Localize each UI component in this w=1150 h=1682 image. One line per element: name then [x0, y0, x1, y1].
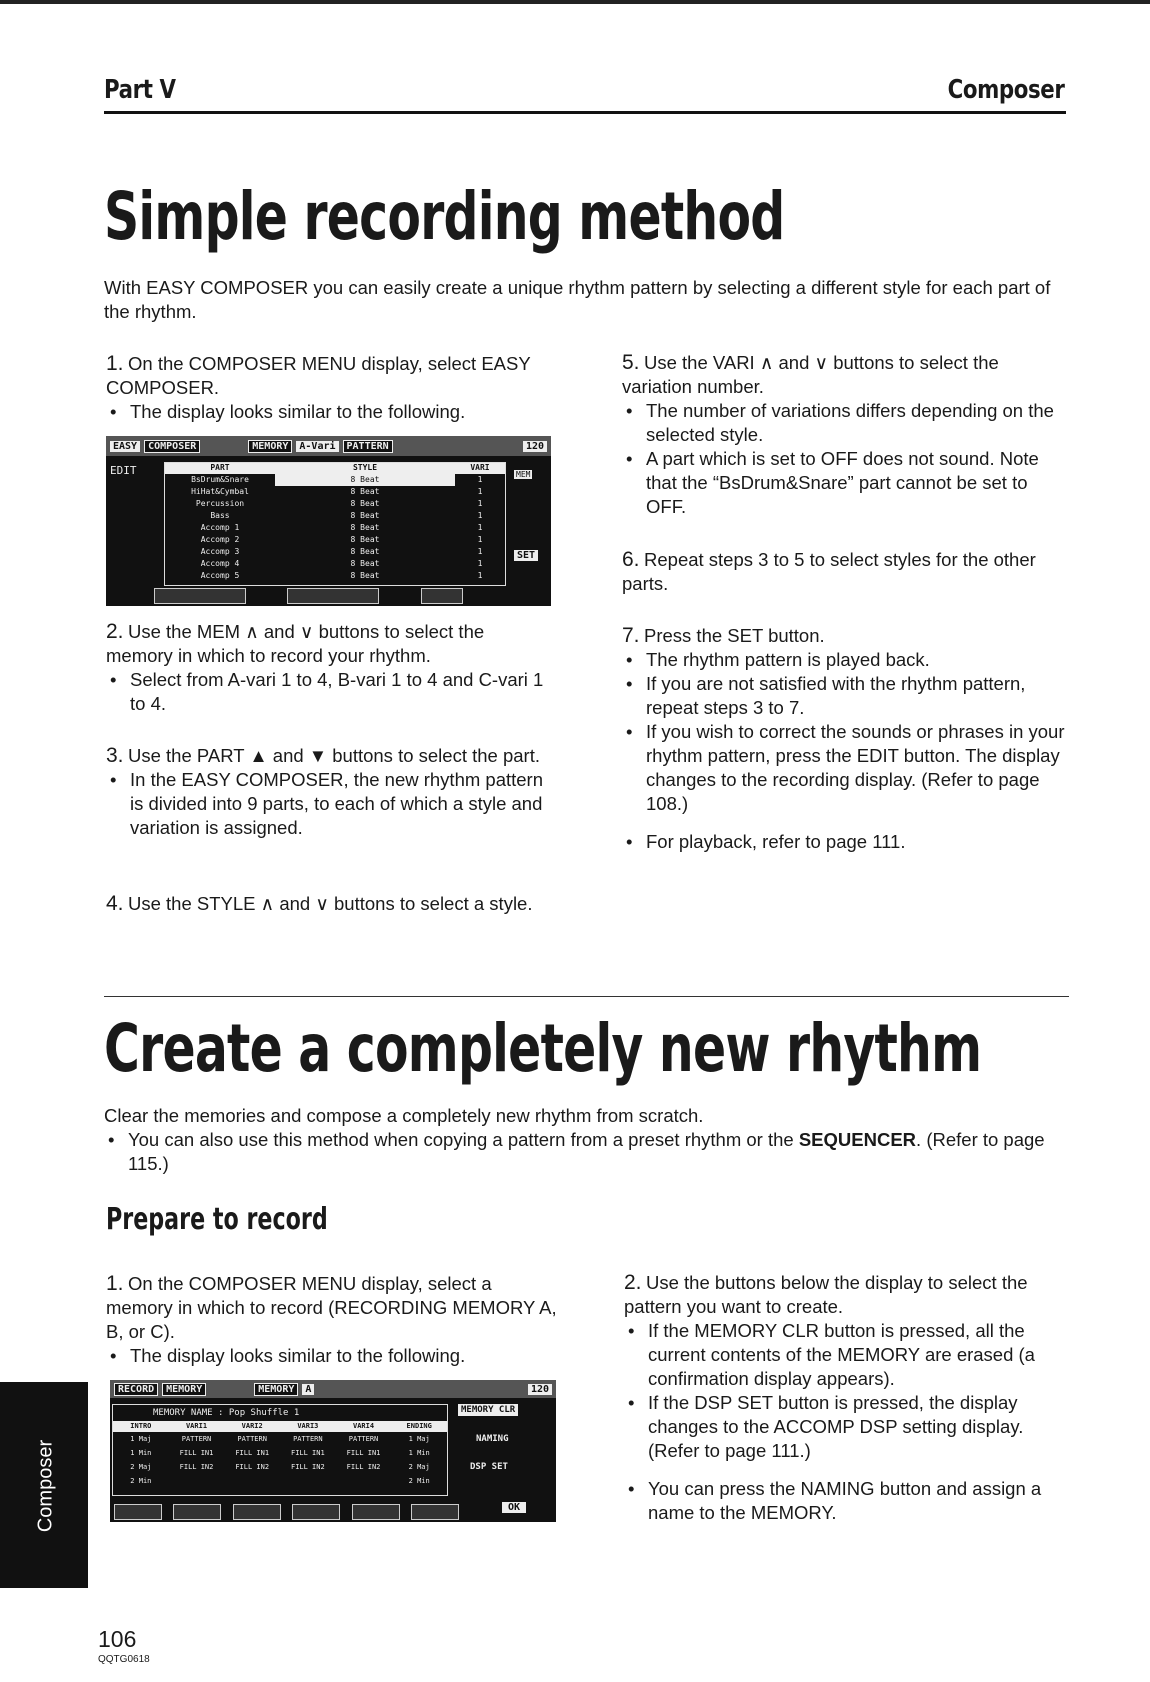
step-7 [622, 624, 1068, 854]
section2-intro-bullet [104, 1128, 1072, 1176]
memory-cell[interactable]: FILL IN1 [235, 1449, 270, 1457]
page-number: 106 [98, 1626, 137, 1652]
s2-step-2 [624, 1271, 1072, 1525]
memory-cell[interactable]: 1 Maj [130, 1435, 152, 1443]
style-cell-style: 8 Beat [350, 511, 380, 520]
step-text: Use the buttons below the display to select the pattern you want to create. [624, 1272, 1028, 1317]
tab-composer: COMPOSER [144, 440, 200, 453]
step-4 [106, 892, 554, 916]
step-bullet: • If you are not satisfied with the rhythm pattern, repeat steps 3 to 7. [622, 672, 1068, 720]
step-number: 6. [622, 548, 640, 571]
step-bullet: • In the EASY COMPOSER, the new rhythm pattern is divided into 9 parts, to each of which a style and variation is assigned. [106, 768, 554, 840]
side-tab-label: Composer [34, 1439, 57, 1533]
style-cell-vari: 1 [477, 571, 483, 580]
memory-row [113, 1446, 447, 1460]
style-cell-vari: 1 [477, 559, 483, 568]
dsp-set-button[interactable]: DSP SET [470, 1462, 508, 1472]
style-cell-style: 8 Beat [350, 487, 380, 496]
footer-button[interactable] [154, 588, 246, 604]
style-row [165, 570, 505, 582]
style-cell-style: 8 Beat [275, 474, 455, 486]
step-6 [622, 548, 1068, 596]
easy-composer-display [106, 436, 551, 606]
memory-table-header [113, 1421, 447, 1432]
style-table-header [165, 463, 505, 474]
col-vari: VARI [470, 463, 490, 472]
memory-cell[interactable] [224, 1474, 280, 1488]
tempo-badge: 120 [528, 1384, 552, 1395]
memory-cell[interactable]: PATTERN [348, 1435, 379, 1443]
style-cell-style: 8 Beat [350, 535, 380, 544]
style-row [165, 546, 505, 558]
memory-name: MEMORY NAME : Pop Shuffle 1 [153, 1408, 300, 1418]
style-cell-vari: 1 [477, 499, 483, 508]
memory-col-header: VARI3 [297, 1422, 319, 1430]
step-bullet: • For playback, refer to page 111. [622, 830, 1068, 854]
style-cell-style: 8 Beat [350, 571, 380, 580]
style-cell-vari: 1 [477, 487, 483, 496]
style-cell-part: Bass [210, 511, 230, 520]
step-1 [106, 352, 554, 424]
memory-cell[interactable]: PATTERN [237, 1435, 267, 1443]
record-memory-display [110, 1380, 556, 1522]
document-code: QQTG0618 [98, 1654, 150, 1665]
step-text: On the COMPOSER MENU display, select EASY COMPOSER. [106, 353, 531, 398]
step-number: 3. [106, 744, 124, 767]
memory-cell[interactable] [336, 1474, 392, 1488]
tab-avari: A-Vari [296, 441, 338, 452]
footer-button[interactable] [411, 1504, 459, 1520]
display-tab-bar [110, 1380, 556, 1398]
step-text: Use the VARI ∧ and ∨ buttons to select the variation number. [622, 352, 999, 397]
section2-intro-text: Clear the memories and compose a completely new rhythm from scratch. [104, 1105, 704, 1126]
tempo-badge: 120 [523, 441, 547, 452]
memory-cell[interactable]: 1 Maj [408, 1435, 430, 1443]
step-text: On the COMPOSER MENU display, select a memory in which to record (RECORDING MEMORY A, B, or C). [106, 1273, 557, 1342]
memory-cell[interactable]: FILL IN1 [290, 1449, 325, 1457]
style-cell-vari: 1 [477, 523, 483, 532]
style-row [165, 474, 505, 486]
style-cell-part: Percussion [195, 499, 245, 508]
subsection-title: Prepare to record [106, 1202, 328, 1237]
memory-cell[interactable]: FILL IN2 [346, 1463, 381, 1471]
memory-cell[interactable]: 1 Min [130, 1449, 152, 1457]
style-cell-part: BsDrum&Snare [191, 475, 249, 484]
style-cell-part: Accomp 4 [200, 559, 240, 568]
memory-clr-button[interactable]: MEMORY CLR [458, 1404, 518, 1416]
tab-pattern: PATTERN [343, 440, 393, 453]
ok-button[interactable]: OK [502, 1502, 526, 1513]
step-bullet: • The display looks similar to the following. [106, 400, 554, 424]
step-text: Repeat steps 3 to 5 to select styles for the other parts. [622, 549, 1036, 594]
memory-cell[interactable]: 1 Min [408, 1449, 430, 1457]
step-text: Press the SET button. [644, 625, 825, 646]
tab-memory: MEMORY [162, 1383, 206, 1396]
style-row [165, 522, 505, 534]
step-number: 4. [106, 892, 124, 915]
step-bullet: • If you wish to correct the sounds or phrases in your rhythm pattern, press the EDIT button. The display changes to the recording display. (Refer to page 108.) [622, 720, 1068, 816]
memory-col-header: VARI1 [185, 1422, 208, 1430]
style-table-body [165, 474, 505, 582]
memory-cell[interactable]: FILL IN2 [235, 1463, 270, 1471]
style-cell-style: 8 Beat [350, 559, 380, 568]
step-number: 2. [624, 1271, 642, 1294]
step-text: Use the PART ▲ and ▼ buttons to select the part. [128, 745, 540, 766]
step-number: 7. [622, 624, 640, 647]
col-style: STYLE [352, 463, 378, 472]
section1-title: Simple recording method [104, 178, 785, 255]
memory-col-header: VARI2 [241, 1422, 263, 1430]
footer-button[interactable] [233, 1504, 281, 1520]
step-2 [106, 620, 554, 716]
tab-easy: EASY [110, 441, 140, 452]
style-table [164, 462, 506, 586]
section2-intro [104, 1104, 1072, 1176]
memory-row [113, 1460, 447, 1474]
tab-a: A [302, 1384, 314, 1395]
step-text: Use the STYLE ∧ and ∨ buttons to select a style. [128, 893, 533, 914]
step-bullet: • The display looks similar to the following. [106, 1344, 558, 1368]
step-bullet: • If the DSP SET button is pressed, the display changes to the ACCOMP DSP setting display. (Refer to page 111.) [624, 1391, 1072, 1463]
section-divider [104, 996, 1069, 997]
set-button[interactable]: SET [514, 550, 538, 561]
style-cell-part: Accomp 1 [200, 523, 240, 532]
intro-bullet-ref: . (Refer to page 115.) [128, 1129, 1045, 1174]
footer-button[interactable] [173, 1504, 221, 1520]
naming-button[interactable]: NAMING [476, 1434, 509, 1444]
intro-bullet-text: You can also use this method when copying a pattern from a preset rhythm or the [128, 1129, 799, 1150]
memory-col-header: INTRO [130, 1422, 152, 1430]
style-row [165, 486, 505, 498]
style-cell-vari: 1 [477, 547, 483, 556]
footer-button[interactable] [287, 588, 379, 604]
style-cell-part: Accomp 3 [200, 547, 240, 556]
style-cell-vari: 1 [477, 475, 483, 484]
style-cell-style: 8 Beat [350, 499, 380, 508]
step-text: Use the MEM ∧ and ∨ buttons to select the memory in which to record your rhythm. [106, 621, 485, 666]
style-cell-part: Accomp 2 [200, 535, 240, 544]
style-cell-style: 8 Beat [350, 523, 380, 532]
footer-button[interactable] [114, 1504, 162, 1520]
edit-label: EDIT [110, 464, 137, 477]
mem-label: MEM [516, 470, 531, 479]
memory-table [112, 1404, 448, 1496]
step-bullet: • You can press the NAMING button and assign a name to the MEMORY. [624, 1477, 1072, 1525]
step-3 [106, 744, 554, 840]
display-footer-buttons [114, 1504, 465, 1523]
style-row [165, 534, 505, 546]
memory-col-header: VARI4 [352, 1422, 375, 1430]
memory-cell[interactable]: FILL IN1 [346, 1449, 381, 1457]
style-cell-part: HiHat&Cymbal [191, 487, 249, 496]
memory-row [113, 1474, 447, 1488]
step-bullet: • Select from A-vari 1 to 4, B-vari 1 to 4 and C-vari 1 to 4. [106, 668, 554, 716]
section2-title: Create a completely new rhythm [104, 1010, 982, 1087]
memory-col-header: ENDING [406, 1422, 432, 1430]
style-row [165, 510, 505, 522]
side-tab [0, 1382, 88, 1588]
header-rule [104, 111, 1066, 114]
style-cell-part: Accomp 5 [200, 571, 240, 580]
memory-cell[interactable] [280, 1474, 336, 1488]
memory-cell[interactable]: FILL IN2 [290, 1463, 325, 1471]
section-label: Composer [947, 75, 1064, 105]
memory-cell[interactable]: 2 Min [130, 1477, 152, 1485]
memory-row [113, 1432, 447, 1446]
footer-button[interactable] [421, 588, 463, 604]
part-label: Part V [104, 75, 176, 105]
memory-cell[interactable] [169, 1474, 225, 1488]
step-bullet: • The number of variations differs depending on the selected style. [622, 399, 1068, 447]
memory-cell[interactable]: 2 Maj [408, 1463, 430, 1471]
step-number: 2. [106, 620, 124, 643]
col-part: PART [210, 463, 230, 472]
tab-memory: MEMORY [248, 440, 292, 453]
step-bullet: • If the MEMORY CLR button is pressed, all the current contents of the MEMORY are erased (a confirmation display appears). [624, 1319, 1072, 1391]
step-number: 1. [106, 352, 124, 375]
section1-intro: With EASY COMPOSER you can easily create a unique rhythm pattern by selecting a different style for each part of the rhythm. [104, 277, 1051, 322]
sequencer-term: SEQUENCER [798, 1129, 917, 1150]
step-number: 5. [622, 351, 640, 374]
step-bullet: • The rhythm pattern is played back. [622, 648, 1068, 672]
style-cell-vari: 1 [477, 511, 483, 520]
footer-button[interactable] [292, 1504, 340, 1520]
style-row [165, 558, 505, 570]
s2-step-1 [106, 1272, 558, 1368]
memory-cell[interactable]: 2 Min [408, 1477, 430, 1485]
memory-cell[interactable]: FILL IN1 [179, 1449, 214, 1457]
memory-table-body [113, 1432, 447, 1488]
top-border [0, 0, 1150, 4]
display-footer-buttons [154, 588, 469, 607]
step-bullet: • A part which is set to OFF does not sound. Note that the “BsDrum&Snare” part cannot be set to OFF. [622, 447, 1068, 519]
style-cell-style: 8 Beat [350, 547, 380, 556]
style-cell-vari: 1 [477, 535, 483, 544]
memory-cell[interactable]: FILL IN2 [179, 1463, 214, 1471]
tab-record: RECORD [114, 1383, 158, 1396]
memory-cell[interactable]: PATTERN [181, 1435, 212, 1443]
style-row [165, 498, 505, 510]
step-number: 1. [106, 1272, 124, 1295]
footer-button[interactable] [352, 1504, 400, 1520]
memory-cell[interactable]: PATTERN [293, 1435, 323, 1443]
display-tab-bar [106, 436, 551, 456]
tab-memory-2: MEMORY [254, 1383, 298, 1396]
step-5 [622, 351, 1068, 519]
memory-cell[interactable]: 2 Maj [130, 1463, 152, 1471]
